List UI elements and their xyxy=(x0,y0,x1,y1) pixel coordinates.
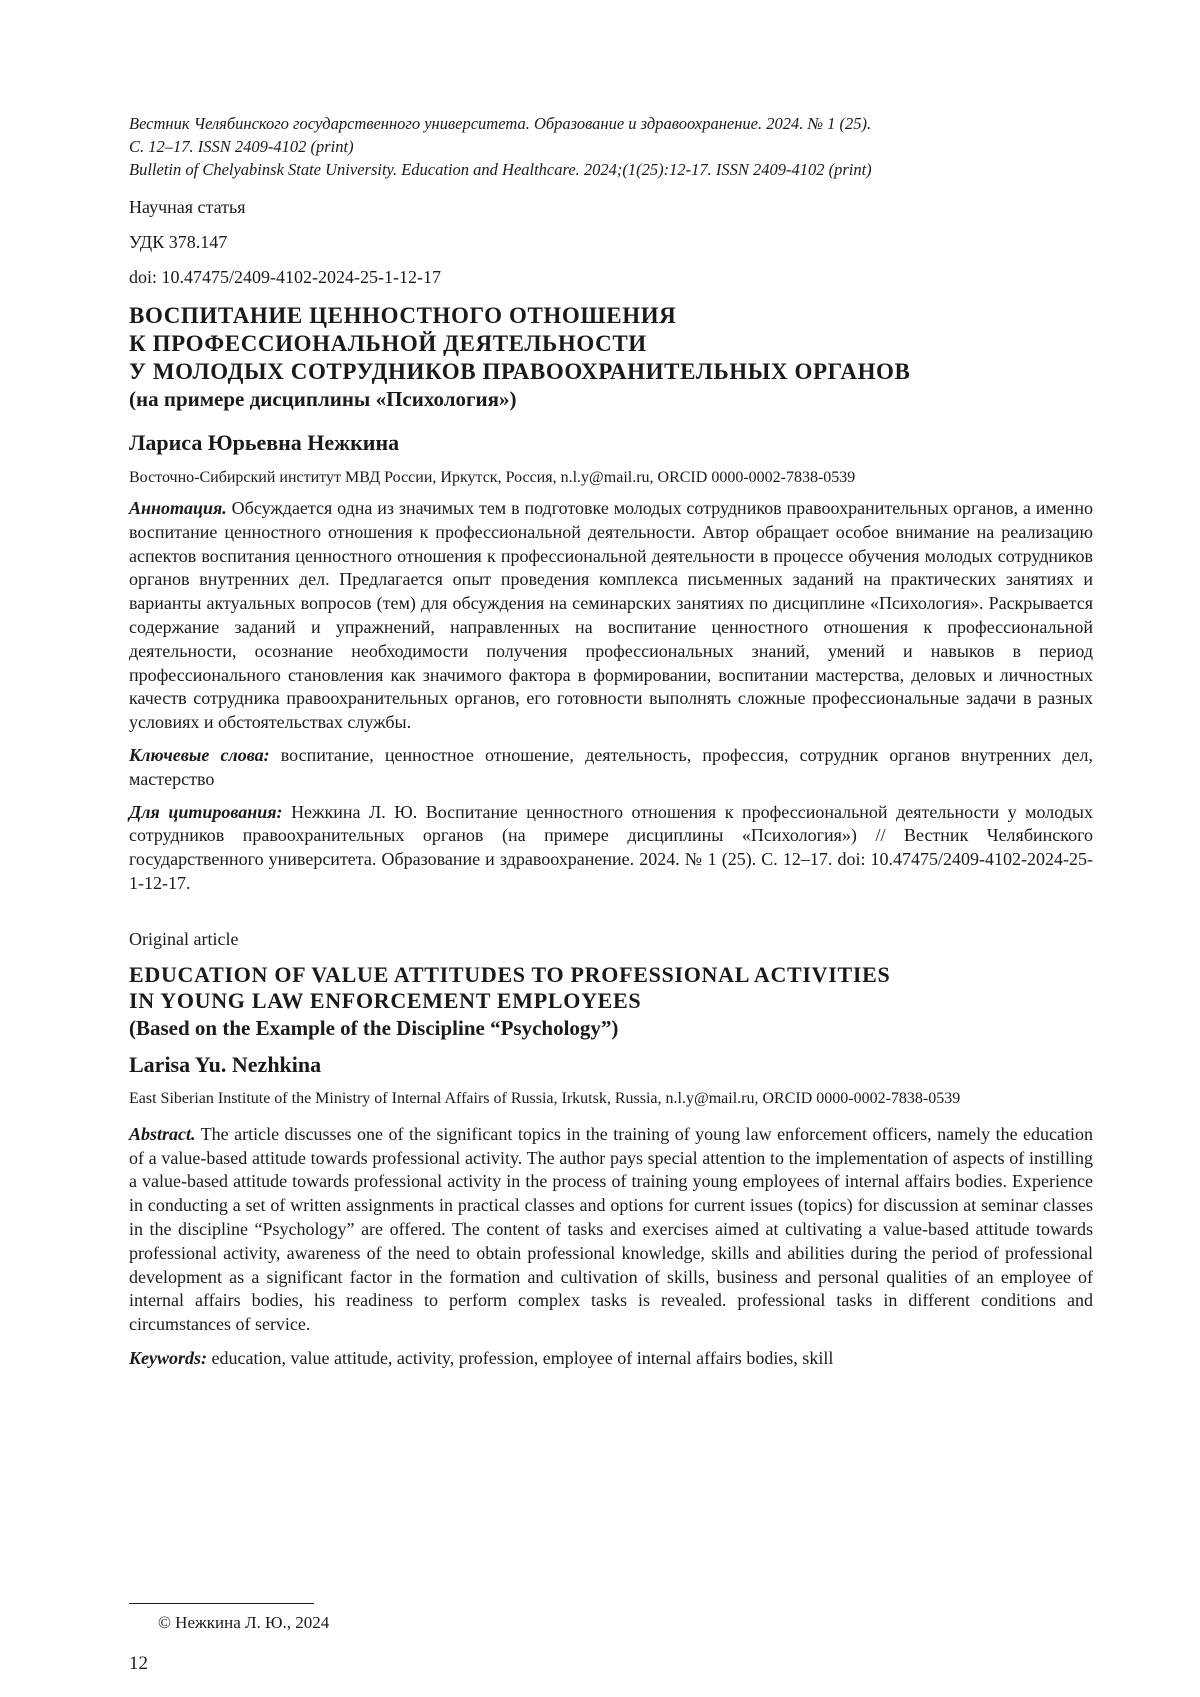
title-ru-line: К ПРОФЕССИОНАЛЬНОЙ ДЕЯТЕЛЬНОСТИ xyxy=(129,331,647,356)
title-ru xyxy=(129,302,1093,386)
udc: УДК 378.147 xyxy=(129,232,228,252)
citation-ru xyxy=(129,801,1093,896)
abstract-ru xyxy=(129,497,1093,735)
keywords-en-label: Keywords: xyxy=(129,1347,207,1368)
journal-line-en: Bulletin of Chelyabinsk State University. Education and Healthcare. 2024;(1(25):12-17. ISSN 2409-4102 (print) xyxy=(129,160,872,179)
abstract-en-text: The article discusses one of the significant topics in the training of young law enforcement officers, namely the education of a value-based attitude towards professional activity. The author pays special attention to the implementation of aspects of instilling a value-based attitude towards professional activity in the process of training young employees of internal affairs bodies. Experience in conducting a set of written assignments in practical classes and options for current issues (topics) for discussion at seminar classes in the discipline “Psychology” are offered. The content of tasks and exercises aimed at cultivating a value-based attitude towards professional activity, awareness of the need to obtain professional knowledge, skills and abilities during the period of professional development as a significant factor in the formation and cultivation of skills, business and personal qualities of an employee of internal affairs bodies, his readiness to perform complex tasks is revealed. professional tasks in different conditions and circumstances of service. xyxy=(129,1123,1093,1335)
keywords-en xyxy=(129,1347,1093,1371)
abstract-ru-label: Аннотация. xyxy=(129,498,227,518)
citation-label: Для цитирования: xyxy=(129,801,283,822)
title-en xyxy=(129,962,1093,1015)
journal-pages-issn: С. 12–17. ISSN 2409-4102 (print) xyxy=(129,137,354,156)
citation-text: Нежкина Л. Ю. Воспитание ценностного отношения к профессиональной деятельности у молодых сотрудников правоохранительных органов (на примере дисциплины «Психология») // Вестник Челябинского государственного университета. Образование и здравоохранение. 2024. № 1 (25). С. 12–17. doi: 10.47475/2409-4102-2024-25-1-12-17. xyxy=(129,801,1094,893)
title-en-line: IN YOUNG LAW ENFORCEMENT EMPLOYEES xyxy=(129,988,642,1014)
abstract-en-label: Abstract. xyxy=(129,1123,196,1144)
keywords-en-text: education, value attitude, activity, profession, employee of internal affairs bodies, skill xyxy=(211,1347,834,1368)
subtitle-en: (Based on the Example of the Discipline “Psychology”) xyxy=(129,1015,619,1040)
doi-ru: doi: 10.47475/2409-4102-2024-25-1-12-17 xyxy=(129,267,441,287)
keywords-ru xyxy=(129,744,1093,792)
footnote-divider xyxy=(129,1603,314,1604)
journal-line-ru: Вестник Челябинского государственного университета. Образование и здравоохранение. 2024. № 1 (25). xyxy=(129,114,872,133)
journal-header xyxy=(129,112,1093,181)
affiliation-ru: Восточно-Сибирский институт МВД России, Иркутск, Россия, n.l.y@mail.ru, ORCID 0000-0002-7838-0539 xyxy=(129,469,856,486)
article-type-ru: Научная статья xyxy=(129,197,246,217)
affiliation-en: East Siberian Institute of the Ministry of Internal Affairs of Russia, Irkutsk, Russia, n.l.y@mail.ru, ORCID 0000-0002-7838-0539 xyxy=(129,1089,961,1107)
content xyxy=(129,112,1093,1371)
author-en: Larisa Yu. Nezhkina xyxy=(129,1051,322,1077)
keywords-ru-label: Ключевые слова: xyxy=(129,744,270,765)
author-ru: Лариса Юрьевна Нежкина xyxy=(129,430,400,455)
article-type-en: Original article xyxy=(129,928,239,949)
abstract-ru-text: Обсуждается одна из значимых тем в подготовке молодых сотрудников правоохранительных органов, а именно воспитание ценностного отношения к профессиональной деятельности. Автор обращает особое внимание на реализацию аспектов воспитания ценностного отношения к профессиональной деятельности в процессе обучения молодых сотрудников органов внутренних дел. Предлагается опыт проведения комплекса письменных заданий на практических занятиях и варианты актуальных вопросов (тем) для обсуждения на семинарских занятиях по дисциплине «Психология». Раскрывается содержание заданий и упражнений, направленных на воспитание ценностного отношения к профессиональной деятельности, осознание необходимости получения профессиональных знаний, умений и навыков в период профессионального становления как значимого фактора в формировании, воспитании мастерства, деловых и личностных качеств сотрудника правоохранительных органов, его готовности выполнять сложные профессиональные задачи в разных условиях и обстоятельствах службы. xyxy=(129,498,1093,733)
title-ru-line: ВОСПИТАНИЕ ЦЕННОСТНОГО ОТНОШЕНИЯ xyxy=(129,303,677,328)
title-en-line: EDUCATION OF VALUE ATTITUDES TO PROFESSIONAL ACTIVITIES xyxy=(129,961,891,987)
abstract-en xyxy=(129,1123,1093,1337)
page-number: 12 xyxy=(129,1653,148,1674)
subtitle-ru: (на примере дисциплины «Психология») xyxy=(129,387,517,411)
title-ru-line: У МОЛОДЫХ СОТРУДНИКОВ ПРАВООХРАНИТЕЛЬНЫХ ОРГАНОВ xyxy=(129,359,911,384)
keywords-ru-text: воспитание, ценностное отношение, деятельность, профессия, сотрудник органов внутренних дел, мастерство xyxy=(129,744,1093,789)
copyright-footnote: © Нежкина Л. Ю., 2024 xyxy=(158,1613,330,1632)
